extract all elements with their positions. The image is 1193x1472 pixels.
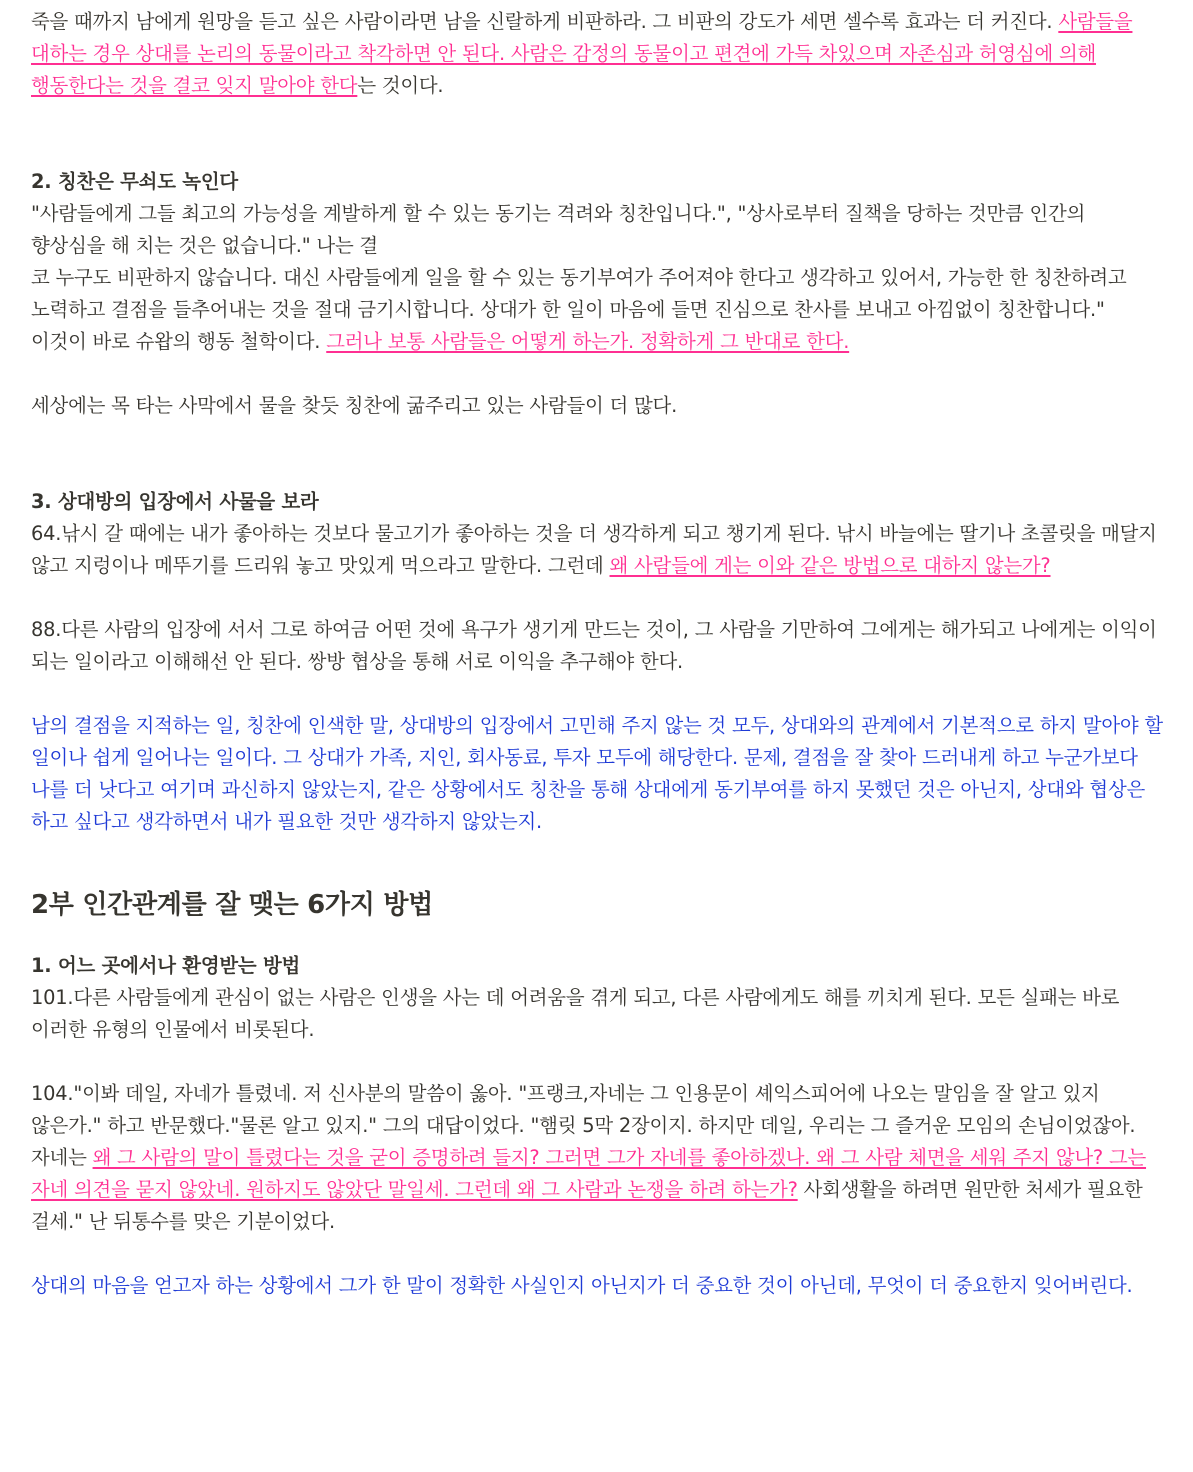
intro-highlight: 사람들을 대하는 경우 상대를 논리의 동물이라고 착각하면 안 된다. 사람은 감정의 동물이고 편견에 가득 차있으며 자존심과 허영심에 의해 행동한다는 것을 결코 잊지 말아야 한다 <box>31 10 1133 97</box>
section-2-highlight: 그러나 보통 사람들은 어떻게 하는가. 정확하게 그 반대로 한다. <box>326 330 850 353</box>
section-2-heading: 2. 칭찬은 무쇠도 녹인다 <box>31 170 238 193</box>
section-3-heading: 3. 상대방의 입장에서 사물을 보라 <box>31 490 319 513</box>
part-2-paragraph-101: 101.다른 사람들에게 관심이 없는 사람은 인생을 사는 데 어려움을 겪게 되고, 다른 사람에게도 해를 끼치게 된다. 모든 실패는 바로 이러한 유형의 인물에서 비롯된다. <box>31 986 1120 1041</box>
section-2-quote-line: "사람들에게 그들 최고의 가능성을 계발하게 할 수 있는 동기는 격려와 칭찬입니다.", "상사로부터 질책을 당하는 것만큼 인간의 향상심을 해 치는 것은 없습니다." 나는 결 <box>31 202 1086 257</box>
section-2-paragraph <box>31 262 1163 358</box>
part-2-paragraph-104 <box>31 1078 1163 1238</box>
section-3-paragraph-88: 88.다른 사람의 입장에 서서 그로 하여금 어떤 것에 욕구가 생기게 만드는 것이, 그 사람을 기만하여 그에게는 해가되고 나에게는 이익이 되는 일이라고 이해해선 안 된다. 쌍방 협상을 통해 서로 이익을 추구해야 한다. <box>31 618 1157 673</box>
part-2-text: 104."이봐 데일, 자네가 틀렸네. 저 신사분의 말씀이 옳아. "프랭크,자네는 그 인용문이 셰익스피어에 나오는 말임을 잘 알고 있지 않은가." 하고 반문했다."물론 알고 있지." 그의 대답이었다. "햄릿 5막 2장이지. 하지만 데일, 우리는 그 즐거운 모임의 손님이었잖아. 자네는 <box>31 1082 1136 1169</box>
part-2-highlight: 왜 그 사람의 말이 틀렸다는 것을 굳이 증명하려 들지? 그러면 그가 자네를 좋아하겠나. 왜 그 사람 체면을 세워 주지 않나? 그는 자네 의견을 묻지 않았네. 원하지도 않았단 말일세. 그런데 왜 그 사람과 논쟁을 하려 하는가? <box>31 1146 1147 1201</box>
intro-text: 죽을 때까지 남에게 원망을 듣고 싶은 사람이라면 남을 신랄하게 비판하라. 그 비판의 강도가 세면 셀수록 효과는 더 커진다. <box>31 10 1059 33</box>
section-3-highlight: 왜 사람들에 게는 이와 같은 방법으로 대하지 않는가? <box>609 554 1051 577</box>
part-2-title: 2부 인간관계를 잘 맺는 6가지 방법 <box>31 890 433 920</box>
section-2-text: 코 누구도 비판하지 않습니다. 대신 사람들에게 일을 할 수 있는 동기부여가 주어져야 한다고 생각하고 있어서, 가능한 한 칭찬하려고 노력하고 결점을 들추어내는 것을 절대 금기시합니다. 상대가 한 일이 마음에 들면 진심으로 찬사를 보내고 아낌없이 칭찬합니다." 이것이 바로 슈왑의 행동 철학이다. <box>31 266 1127 353</box>
section-2-followup: 세상에는 목 타는 사막에서 물을 찾듯 칭찬에 굶주리고 있는 사람들이 더 많다. <box>31 394 678 417</box>
part-2-note: 상대의 마음을 얻고자 하는 상황에서 그가 한 말이 정확한 사실인지 아닌지가 더 중요한 것이 아닌데, 무엇이 더 중요한지 잊어버린다. <box>31 1274 1133 1297</box>
intro-text-end: 는 것이다. <box>357 74 444 97</box>
part-2-text-end: 사회생활을 하려면 원만한 처세가 필요한 걸세." 난 뒤통수를 맞은 기분이었다. <box>31 1178 1143 1233</box>
part-2-section-1-heading: 1. 어느 곳에서나 환영받는 방법 <box>31 954 301 977</box>
document-page <box>31 6 1163 1302</box>
section-3-note: 남의 결점을 지적하는 일, 칭찬에 인색한 말, 상대방의 입장에서 고민해 주지 않는 것 모두, 상대와의 관계에서 기본적으로 하지 말아야 할 일이나 쉽게 일어나는 일이다. 그 상대가 가족, 지인, 회사동료, 투자 모두에 해당한다. 문제, 결점을 잘 찾아 드러내게 하고 누군가보다 나를 더 낫다고 여기며 과신하지 않았는지, 같은 상황에서도 칭찬을 통해 상대에게 동기부여를 하지 못했던 것은 아닌지, 상대와 협상은 하고 싶다고 생각하면서 내가 필요한 것만 생각하지 않았는지. <box>31 714 1163 833</box>
intro-paragraph <box>31 6 1163 102</box>
section-3-text: 64.낚시 갈 때에는 내가 좋아하는 것보다 물고기가 좋아하는 것을 더 생각하게 되고 챙기게 된다. 낚시 바늘에는 딸기나 초콜릿을 매달지 않고 지렁이나 메뚜기를 드리워 놓고 맛있게 먹으라고 말한다. 그런데 <box>31 522 1157 577</box>
section-3-paragraph-64 <box>31 518 1163 582</box>
